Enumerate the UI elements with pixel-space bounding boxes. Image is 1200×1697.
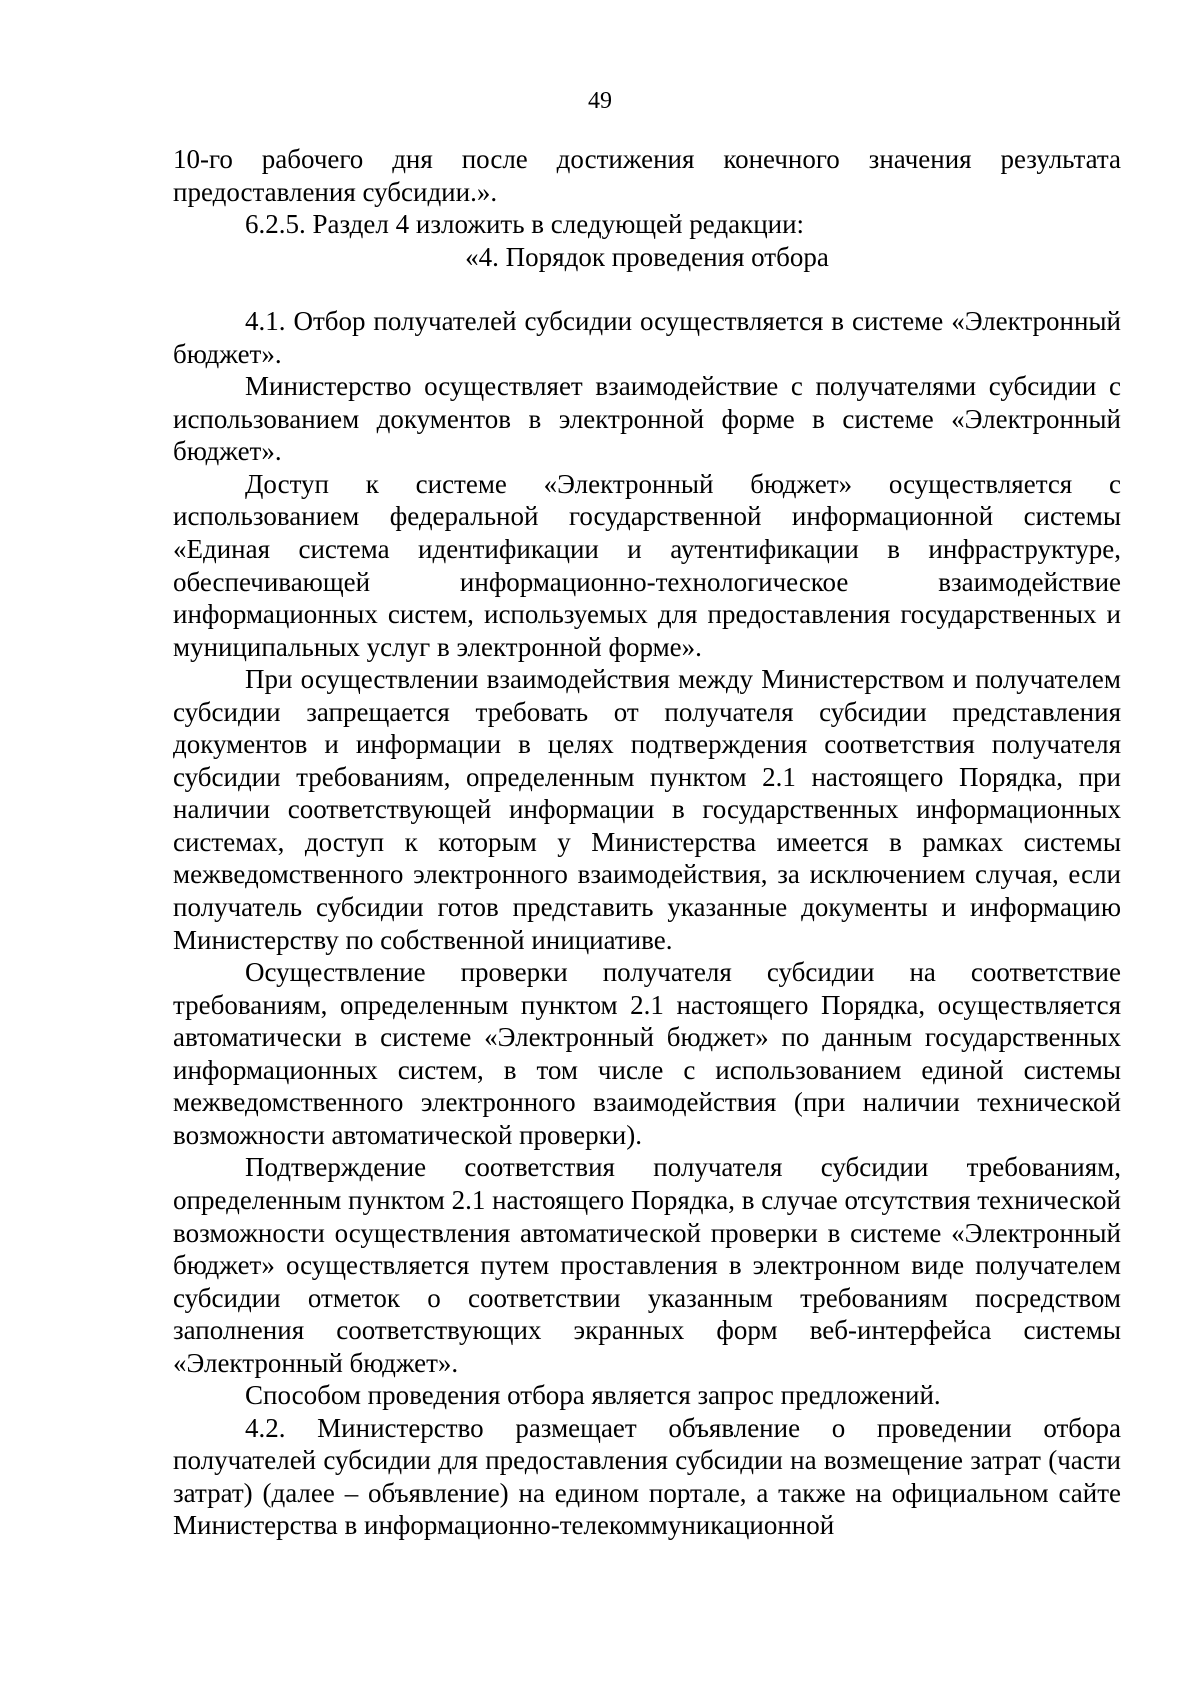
paragraph-confirmation: Подтверждение соответствия получателя субсидии требованиям, определенным пунктом 2.1 настоящего Порядка, в случае отсутствия технической возможности осуществления автоматической проверки в системе «Электронный бюджет» осуществляется путем проставления в электронном виде получателем субсидии отметок о соответствии указанным требованиям посредством заполнения соответствующих экранных форм веб-интерфейса системы «Электронный бюджет». (173, 1152, 1121, 1378)
paragraph-document-requirements: При осуществлении взаимодействия между Министерством и получателем субсидии запрещается требовать от получателя субсидии представления документов и информации в целях подтверждения соответствия получателя субсидии требованиям, определенным пунктом 2.1 настоящего Порядка, при наличии соответствующей информации в государственных информационных системах, доступ к которым у Министерства имеется в рамках системы межведомственного электронного взаимодействия, за исключением случая, если получатель субсидии готов представить указанные документы и информацию Министерству по собственной инициативе. (173, 664, 1121, 955)
paragraph-selection-method: Способом проведения отбора является запрос предложений. (245, 1380, 941, 1411)
paragraph-system-access: Доступ к системе «Электронный бюджет» осуществляется с использованием федеральной государственной информационной системы «Единая система идентификации и аутентификации в инфраструктуре, обеспечивающей информационно-технологическое взаимодействие информационных систем, используемых для предоставления государственных и муниципальных услуг в электронной форме». (173, 468, 1121, 662)
paragraph-automatic-check: Осуществление проверки получателя субсидии на соответствие требованиям, определенным пунктом 2.1 настоящего Порядка, осуществляется автоматически в системе «Электронный бюджет» по данным государственных информационных систем, в том числе с использованием единой системы межведомственного электронного взаимодействия (при наличии технической возможности автоматической проверки). (173, 957, 1121, 1150)
paragraph-amendment: 6.2.5. Раздел 4 изложить в следующей редакции: (245, 209, 805, 240)
blank-line (173, 273, 1121, 305)
page-number: 49 (588, 88, 612, 114)
paragraph-4-1: 4.1. Отбор получателей субсидии осуществляется в системе «Электронный бюджет». (173, 306, 1121, 369)
section-heading: «4. Порядок проведения отбора (465, 241, 829, 272)
paragraph-4-2: 4.2. Министерство размещает объявление о проведении отбора получателей субсидии для предоставления субсидии на возмещение затрат (части затрат) (далее – объявление) на едином портале, а также на официальном сайте Министерства в информационно-телекоммуникационной (173, 1412, 1121, 1541)
paragraph-continuation: 10-го рабочего дня после достижения конечного значения результата предоставления субсидии.». (173, 144, 1121, 207)
document-body (173, 143, 1121, 1542)
paragraph-ministry-interaction: Министерство осуществляет взаимодействие с получателями субсидии с использованием документов в электронной форме в системе «Электронный бюджет». (173, 371, 1121, 467)
